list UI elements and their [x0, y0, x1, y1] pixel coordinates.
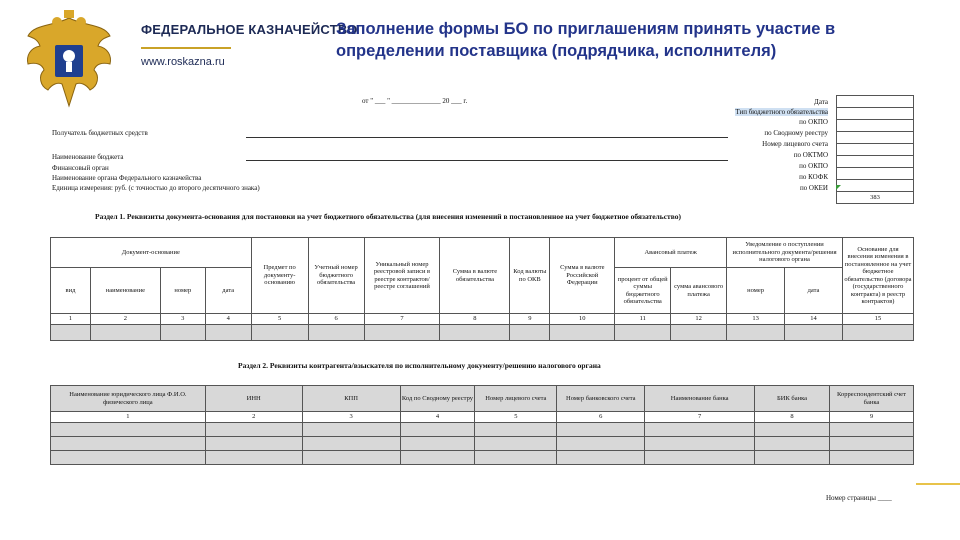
code-cell[interactable]	[837, 120, 914, 132]
column-number: 9	[829, 412, 913, 423]
code-cell[interactable]	[837, 168, 914, 180]
code-cell[interactable]	[837, 108, 914, 120]
org-website: www.roskazna.ru	[141, 56, 225, 68]
label-date: Дата	[814, 98, 828, 106]
header-registry-number: Уникальный номер реестровой записи в реестре контрактов/ реестре соглашений	[364, 238, 440, 314]
table-cell[interactable]	[727, 324, 785, 340]
header-currency-code: Код валюты по ОКВ	[510, 238, 550, 314]
table-cell[interactable]	[400, 450, 475, 464]
table-cell[interactable]	[550, 324, 615, 340]
header-personal-account: Номер лицевого счета	[475, 386, 557, 412]
table-cell[interactable]	[475, 436, 557, 450]
table-cell[interactable]	[645, 422, 755, 436]
column-number: 4	[205, 314, 251, 325]
column-number: 8	[440, 314, 510, 325]
column-number: 2	[90, 314, 160, 325]
section2-title: Раздел 2. Реквизиты контрагента/взыскателя по исполнительному документу/решению налогового органа	[238, 361, 601, 370]
page-number-label: Номер страницы ____	[826, 494, 892, 502]
header-sum-rub: Сумма в валюте Российской Федерации	[550, 238, 615, 314]
header-bank-name: Наименование банка	[645, 386, 755, 412]
column-number: 11	[615, 314, 671, 325]
header-bank-account: Номер банковского счета	[557, 386, 645, 412]
okei-code: 383	[837, 192, 914, 204]
code-cell[interactable]	[837, 144, 914, 156]
header-advance-percent: процент от общей суммы бюджетного обязательства	[615, 268, 671, 314]
table-cell[interactable]	[160, 324, 205, 340]
label-okpo: по ОКПО	[799, 118, 828, 126]
table-cell[interactable]	[829, 422, 913, 436]
budget-field	[246, 160, 728, 161]
header-accounting-number: Учетный номер бюджетного обязательства	[308, 238, 364, 314]
column-number: 4	[400, 412, 475, 423]
column-number: 5	[475, 412, 557, 423]
header-notice-date: дата	[785, 268, 843, 314]
table-cell[interactable]	[755, 436, 830, 450]
label-kofk: по КОФК	[799, 173, 828, 181]
label-okei: по ОКЕИ	[799, 184, 828, 192]
column-number: 1	[51, 412, 206, 423]
section1-title: Раздел 1. Реквизиты документа-основания для постановки на учет бюджетного обязательства (для внесения изменений в постановленное на учет бюджетное обязательство)	[95, 212, 681, 221]
column-number: 12	[671, 314, 727, 325]
header-type: вид	[51, 268, 91, 314]
table-cell[interactable]	[829, 450, 913, 464]
label-treasury-body: Наименование органа Федерального казначейства	[52, 174, 202, 182]
table-cell[interactable]	[302, 422, 400, 436]
table-cell[interactable]	[557, 422, 645, 436]
header-inn: ИНН	[205, 386, 302, 412]
column-number: 13	[727, 314, 785, 325]
header-advance-sum: сумма авансового платежа	[671, 268, 727, 314]
table-cell[interactable]	[557, 450, 645, 464]
table-cell[interactable]	[755, 422, 830, 436]
codes-table	[836, 95, 914, 204]
table-cell[interactable]	[205, 436, 302, 450]
label-okpo-2: по ОКПО	[799, 162, 828, 170]
table-cell[interactable]	[51, 436, 206, 450]
page-title: Заполнение формы БО по приглашениям принять участие в определении поставщика (подрядчика, исполнителя)	[336, 20, 836, 60]
section1-table	[50, 237, 914, 341]
label-oktmo: по ОКТМО	[793, 151, 828, 159]
code-cell[interactable]	[837, 156, 914, 168]
label-budget: Наименование бюджета	[52, 153, 124, 161]
column-number: 10	[550, 314, 615, 325]
column-number: 15	[842, 314, 913, 325]
table-cell[interactable]	[645, 436, 755, 450]
logo-divider	[141, 47, 231, 49]
column-number: 8	[755, 412, 830, 423]
label-unit: Единица измерения: руб. (с точностью до второго десятичного знака)	[52, 184, 260, 192]
table-cell[interactable]	[785, 324, 843, 340]
org-name: ФЕДЕРАЛЬНОЕ КАЗНАЧЕЙСТВО	[141, 22, 358, 37]
table-cell[interactable]	[205, 450, 302, 464]
column-number: 1	[51, 314, 91, 325]
table-cell[interactable]	[475, 450, 557, 464]
label-obligation-type: Тип бюджетного обязательства	[735, 108, 828, 116]
table-cell[interactable]	[302, 450, 400, 464]
treasury-emblem-icon	[14, 6, 124, 116]
table-cell[interactable]	[829, 436, 913, 450]
green-triangle-icon	[836, 185, 841, 190]
form-date-line: от " ___ " ______________ 20 ___ г.	[362, 97, 468, 105]
table-cell[interactable]	[645, 450, 755, 464]
column-number: 7	[645, 412, 755, 423]
header-notice-group: Уведомление о поступлении исполнительного документа/решения налогового органа	[727, 238, 843, 268]
table-cell[interactable]	[400, 436, 475, 450]
table-cell[interactable]	[510, 324, 550, 340]
header-bik: БИК банка	[755, 386, 830, 412]
table-cell[interactable]	[51, 450, 206, 464]
section2-table	[50, 385, 914, 465]
table-cell[interactable]	[842, 324, 913, 340]
label-account-number: Номер лицевого счета	[762, 140, 828, 148]
column-number: 6	[308, 314, 364, 325]
table-cell[interactable]	[205, 324, 251, 340]
header-name: наименование	[90, 268, 160, 314]
table-cell[interactable]	[51, 324, 91, 340]
recipient-field	[246, 137, 728, 138]
table-cell[interactable]	[755, 450, 830, 464]
header-advance-group: Авансовый платеж	[615, 238, 727, 268]
table-cell[interactable]	[557, 436, 645, 450]
table-cell[interactable]	[302, 436, 400, 450]
code-cell[interactable]	[837, 96, 914, 108]
decorative-line	[916, 483, 960, 485]
header-counterparty-name: Наименование юридического лица Ф.И.О. физического лица	[51, 386, 206, 412]
header-number: номер	[160, 268, 205, 314]
table-cell[interactable]	[205, 422, 302, 436]
header-correspondent-account: Корреспондентский счет банка	[829, 386, 913, 412]
header-date: дата	[205, 268, 251, 314]
header-grounds: Основание для внесения изменения в постановленное на учет бюджетное обязательство (договора (государственного контракта) в реестр контрактов)	[842, 238, 913, 314]
code-cell[interactable]	[837, 180, 914, 192]
table-cell[interactable]	[308, 324, 364, 340]
column-number: 5	[251, 314, 308, 325]
label-summary-registry: по Сводному реестру	[764, 129, 828, 137]
header-kpp: КПП	[302, 386, 400, 412]
column-number: 6	[557, 412, 645, 423]
header-basis-group: Документ-основание	[51, 238, 252, 268]
header-subject: Предмет по документу-основанию	[251, 238, 308, 314]
table-cell[interactable]	[400, 422, 475, 436]
header-notice-number: номер	[727, 268, 785, 314]
table-cell[interactable]	[51, 422, 206, 436]
table-cell[interactable]	[364, 324, 440, 340]
table-cell[interactable]	[440, 324, 510, 340]
column-number: 14	[785, 314, 843, 325]
column-number: 3	[302, 412, 400, 423]
table-cell[interactable]	[671, 324, 727, 340]
header-sum-currency: Сумма в валюте обязательства	[440, 238, 510, 314]
column-number: 7	[364, 314, 440, 325]
label-recipient: Получатель бюджетных средств	[52, 129, 148, 137]
label-financial-body: Финансовый орган	[52, 164, 109, 172]
column-number: 2	[205, 412, 302, 423]
code-cell[interactable]	[837, 132, 914, 144]
table-cell[interactable]	[251, 324, 308, 340]
column-number: 3	[160, 314, 205, 325]
table-cell[interactable]	[615, 324, 671, 340]
table-cell[interactable]	[475, 422, 557, 436]
header-registry-code: Код по Сводному реестру	[400, 386, 475, 412]
table-cell[interactable]	[90, 324, 160, 340]
column-number: 9	[510, 314, 550, 325]
